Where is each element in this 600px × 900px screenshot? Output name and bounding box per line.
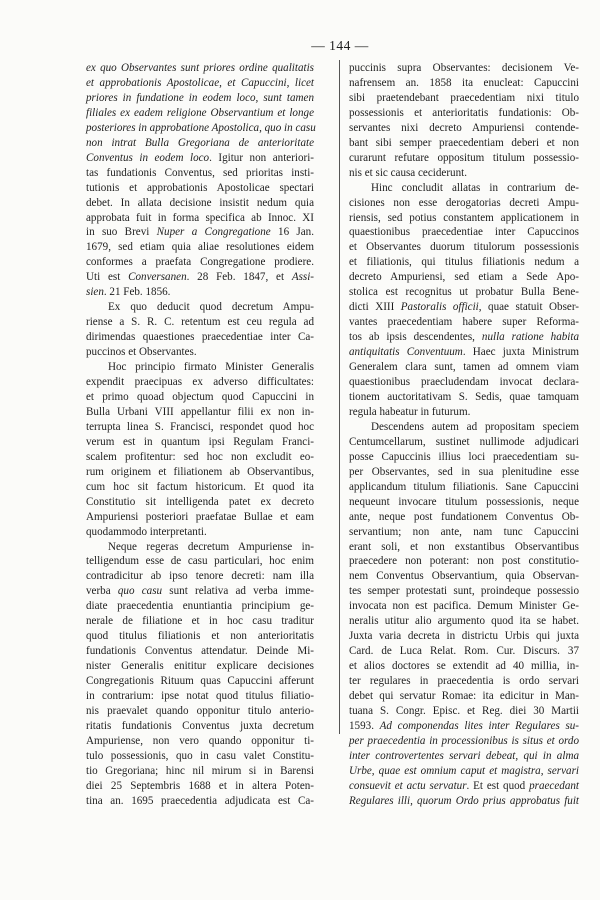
text-line: [349, 704, 579, 719]
text-segment: invocata non est pacifica. Demum Minister Ge-: [349, 600, 579, 613]
italic-text: quo casu: [117, 585, 163, 598]
text-segment: puccinos et Observantes.: [86, 346, 197, 359]
text-segment: cisiones non esse derogatorias decreti Ampu-: [349, 196, 579, 209]
text-segment: Juxta varia decreta in districtu Urbis qui juxta: [349, 630, 579, 643]
italic-text: antiquitatis Conventuum: [349, 346, 463, 359]
text-line: [86, 300, 314, 315]
text-segment: quaestionibus praecedentiae inter Capuccinos: [349, 226, 579, 239]
text-line: [86, 330, 314, 345]
text-segment: in contrarium: ipse notat quod titulus filiatio-: [86, 690, 314, 703]
text-line: [86, 674, 314, 689]
text-segment: quod titulus filiationis et non anterioritatis: [86, 630, 314, 643]
text-segment: Generalem clara sunt, tamen ad omnem viam: [349, 361, 579, 374]
text-line: [349, 794, 579, 809]
text-line: [86, 76, 314, 91]
text-segment: bant sibi semper praecedentiam deberi et non: [349, 136, 579, 149]
text-line: [86, 719, 314, 734]
text-segment: Hinc concludit allatas in contrarium de-: [371, 181, 579, 194]
text-segment: riensis, sed potius constantem applicationem in: [349, 211, 579, 224]
text-segment: tuana S. Congr. Episc. et Reg. diei 30 Martii: [349, 704, 579, 717]
italic-text: Pastoralis officii: [400, 301, 479, 314]
text-segment: nis praevalet quando opponitur titulo anterio-: [86, 704, 314, 717]
text-segment: Ampuriense, non vero quando opponitur ti-: [86, 734, 314, 747]
text-line: [349, 764, 579, 779]
italic-text: nulla ratione habita: [481, 331, 580, 344]
text-line: [349, 599, 579, 614]
italic-text: Ad componendas lites inter Regulares su-: [379, 719, 580, 732]
text-line: [349, 614, 579, 629]
text-segment: verum est in quantum ipsi Regulam Franci-: [86, 435, 314, 448]
text-line: [349, 240, 579, 255]
text-segment: nafrensem an. 1858 ita enucleat: Capuccini: [349, 76, 579, 89]
text-segment: sibi praetendebant praecedentiam nixi titulo: [349, 91, 579, 104]
text-line: [86, 91, 314, 106]
text-segment: erant soli, et non exstantibus Observantibus: [349, 540, 579, 553]
text-segment: vantes praecedentiam habere super Reforma-: [349, 316, 579, 329]
text-line: [86, 779, 314, 794]
text-line: [349, 300, 579, 315]
italic-text: consuevit et actu servatur: [349, 779, 467, 792]
text-segment: stolica est recognitus ut probatur Bulla Bene-: [349, 286, 579, 299]
text-line: [86, 540, 314, 555]
text-line: [86, 525, 314, 540]
text-segment: riense a S. R. C. retentum est ceu regula ad: [86, 316, 314, 329]
text-line: [86, 315, 314, 330]
text-line: [86, 629, 314, 644]
text-segment: Constitutio sit intelligenda patet ex decreto: [86, 495, 314, 508]
text-segment: diate praecedentia enuntiantia principium ge-: [86, 600, 314, 613]
text-line: [349, 584, 579, 599]
text-line: [349, 345, 579, 360]
text-segment: servantes nixi decreto Ampuriensi contende-: [349, 121, 579, 134]
text-line: [349, 121, 579, 136]
text-line: [86, 510, 314, 525]
italic-text: praecedant: [529, 779, 579, 792]
column-divider: [339, 60, 340, 734]
text-segment: Bulla Urbani VIII appellantur filii ex non in-: [86, 405, 314, 418]
text-segment: diei 25 Septembris 1688 et in altera Poten-: [86, 779, 314, 792]
text-line: [349, 465, 579, 480]
text-segment: in suo Brevi: [86, 226, 157, 239]
italic-text: Regulares illi, quorum Ordo prius approbatus fuit: [349, 794, 579, 807]
text-line: [86, 420, 314, 435]
text-segment: ritatis fundationis Conventus juxta decretum: [86, 719, 314, 732]
text-line: [86, 390, 314, 405]
text-line: [349, 196, 579, 211]
text-segment: tina an. 1695 praecedentia adjudicata est Ca-: [86, 794, 314, 807]
text-segment: ante, neque post fundationem Conventus Ob-: [349, 510, 579, 523]
text-segment: possessionis et anterioritatis fundationis: Ob-: [349, 106, 579, 119]
text-segment: tulo possessionis, quo in casu valet Constitu-: [86, 749, 314, 762]
text-segment: et Observantes duorum titulorum possessionis: [349, 241, 579, 254]
text-line: [349, 689, 579, 704]
page-number: — 144 —: [311, 38, 369, 53]
text-line: [349, 569, 579, 584]
text-line: [86, 495, 314, 510]
text-line: [86, 465, 314, 480]
text-line: [349, 435, 579, 450]
text-segment: servantium; non ante, nam tunc Capuccini: [349, 525, 579, 538]
text-segment: Ex quo deducit quod decretum Ampu-: [108, 301, 314, 314]
text-line: [349, 106, 579, 121]
text-line: [86, 345, 314, 360]
text-segment: fundationis Conventus attendatur. Deinde Mi-: [86, 645, 314, 658]
text-line: [349, 270, 579, 285]
italic-text: Conversanen: [128, 271, 187, 284]
text-line: [86, 794, 314, 809]
text-segment: expendit praecipuas ex adverso difficultates:: [86, 376, 314, 389]
text-line: [349, 554, 579, 569]
text-segment: tos ab ipsis descendentes,: [349, 331, 482, 344]
italic-text: posteriores in approbatione Apostolica, quo in casu: [86, 121, 316, 134]
text-line: [349, 480, 579, 495]
text-segment: Card. de Luca Relat. Rom. Cur. Discurs. 37: [349, 645, 579, 658]
text-segment: terrupta linea S. Francisci, respondet quod hoc: [86, 420, 314, 433]
text-segment: Descendens autem ad propositam speciem: [371, 420, 579, 433]
text-segment: tutionis et approbationis Apostolicae spectari: [86, 181, 314, 194]
text-line: [86, 225, 314, 240]
text-line: [86, 375, 314, 390]
text-segment: Congregationis Rituum quas Capuccini afferunt: [86, 675, 314, 688]
text-line: [86, 166, 314, 181]
text-segment: Centumcellarum, sustinet nullimode adjudicari: [349, 435, 579, 448]
text-segment: 1679, sed etiam quia aliae resolutiones eidem: [86, 241, 314, 254]
text-segment: regula habeatur in futurum.: [349, 405, 471, 418]
text-line: [349, 315, 579, 330]
text-line: [349, 719, 579, 734]
text-segment: et alios doctores se extendit ad 40 millia, in-: [349, 660, 579, 673]
text-line: [349, 255, 579, 270]
text-line: [86, 599, 314, 614]
italic-text: priores in fundatione in eodem loco, sunt tamen: [86, 91, 314, 104]
text-line: [349, 674, 579, 689]
text-line: [86, 749, 314, 764]
text-segment: per Observantes, sed in sua plenitudine esse: [349, 465, 579, 478]
text-segment: 16 Jan.: [270, 226, 314, 239]
text-line: [349, 540, 579, 555]
italic-text: sien: [86, 286, 104, 299]
text-segment: dirimendas quaestiones praecedentiae inter Ca-: [86, 331, 314, 344]
text-segment: ter regulares in praecedentia is ordo servari: [349, 675, 579, 688]
right-column: [349, 61, 579, 809]
text-line: [349, 181, 579, 196]
text-segment: applicandum titulum filiationis. Sane Capuccini: [349, 480, 579, 493]
text-segment: praecedere non poterant: non post constitutio-: [349, 555, 579, 568]
text-segment: Uti est: [86, 271, 129, 284]
text-line: [86, 435, 314, 450]
text-segment: quaestionibus praecludendam invocat declara-: [349, 376, 579, 389]
text-segment: scalem profitentur: sed hoc non excludit eo-: [86, 450, 314, 463]
text-line: [86, 689, 314, 704]
text-line: [86, 734, 314, 749]
text-line: [86, 764, 314, 779]
text-line: [349, 151, 579, 166]
italic-text: filiales ex eadem religione Observantium et longe: [86, 106, 314, 119]
text-line: [86, 659, 314, 674]
text-line: [86, 106, 314, 121]
text-segment: nister Generalis enititur explicare decisiones: [86, 660, 314, 673]
text-segment: conformes a praefata Congregatione prodiere.: [86, 256, 314, 269]
text-line: [86, 405, 314, 420]
text-segment: Neque regeras decretum Ampuriense in-: [108, 540, 314, 553]
text-line: [86, 121, 314, 136]
text-line: [349, 225, 579, 240]
text-segment: et filiationis, qui titulus filiationis nedum a: [349, 256, 579, 269]
text-line: [86, 211, 314, 226]
text-line: [349, 450, 579, 465]
text-line: [349, 211, 579, 226]
text-line: [349, 390, 579, 405]
text-line: [349, 749, 579, 764]
text-segment: tionem auctoritativam S. Sedis, quae tamquam: [349, 390, 579, 403]
text-segment: contradicitur ab ipso tenore decreti: nam illa: [86, 570, 314, 583]
text-line: [86, 569, 314, 584]
text-segment: sunt relativa ad verba imme-: [162, 585, 314, 598]
text-segment: . Et est quod: [466, 779, 530, 792]
text-line: [86, 270, 314, 285]
text-line: [86, 196, 314, 211]
text-line: [86, 584, 314, 599]
text-segment: . Haec juxta Ministrum: [462, 346, 579, 359]
text-segment: nem Conventus Observantium, quia Observan-: [349, 570, 579, 583]
text-line: [86, 255, 314, 270]
text-segment: . 28 Feb. 1847, et: [186, 271, 292, 284]
text-segment: debet qui servatur Romae: ita edicitur in Man-: [349, 690, 579, 703]
text-line: [86, 61, 314, 76]
text-segment: et primo quoad objectum quod Capuccini in: [86, 390, 314, 403]
text-segment: curarunt refutare oppositum titulum possessio-: [349, 151, 579, 164]
text-line: [86, 240, 314, 255]
text-segment: approbata fuit in forma specifica ab Innoc. XI: [86, 211, 314, 224]
text-line: [349, 91, 579, 106]
italic-text: Assi-: [291, 271, 314, 284]
text-line: [349, 61, 579, 76]
text-segment: verba: [86, 585, 118, 598]
text-segment: neralis utitur alio argumento quod ita se habet.: [349, 615, 579, 628]
italic-text: Nuper a Congregatione: [156, 226, 271, 239]
text-segment: Hoc principio firmato Minister Generalis: [108, 361, 314, 374]
text-line: [349, 525, 579, 540]
text-line: [349, 136, 579, 151]
text-segment: debet. In allata decisione insistit nedum quia: [86, 196, 314, 209]
text-line: [349, 644, 579, 659]
text-segment: tes semper protestati sunt, proindeque possessio: [349, 585, 579, 598]
text-line: [349, 495, 579, 510]
text-line: [349, 405, 579, 420]
italic-text: non intrat Bulla Gregoriana de anterioritate: [86, 136, 314, 149]
text-line: [86, 450, 314, 465]
text-line: [86, 644, 314, 659]
text-segment: decreto Ampuriensi, sed etiam a Sede Apo-: [349, 271, 579, 284]
text-line: [86, 181, 314, 196]
text-segment: nerale de filiatione et in hoc casu traditur: [86, 615, 314, 628]
text-segment: , quae statuit Obser-: [478, 301, 580, 314]
italic-text: Conventus in eodem loco: [86, 151, 210, 164]
text-segment: . 21 Feb. 1856.: [103, 286, 171, 299]
text-line: [349, 166, 579, 181]
text-segment: cum hoc sit factum historicum. Et quod ita: [86, 480, 314, 493]
text-segment: telligendum esse de casu particulari, hoc enim: [86, 555, 314, 568]
text-segment: puccinis supra Observantes: decisionem Ve-: [349, 62, 579, 74]
text-line: [86, 480, 314, 495]
italic-text: per praecedentia in processionibus is situs et ordo: [349, 734, 579, 747]
text-segment: posse Capuccinis illius loci praecedentiam su-: [349, 450, 579, 463]
text-segment: nis et sic causa ceciderunt.: [349, 166, 467, 179]
text-line: [86, 136, 314, 151]
text-segment: tas fundationis Conventus, sed prioritas insti-: [86, 166, 314, 179]
text-line: [86, 614, 314, 629]
text-line: [86, 151, 314, 166]
italic-text: inter controvertentes servari debeat, qui in alma: [349, 749, 579, 762]
text-line: [349, 285, 579, 300]
text-line: [349, 629, 579, 644]
text-line: [349, 734, 579, 749]
text-line: [86, 554, 314, 569]
text-segment: quodammodo interpretanti.: [86, 525, 207, 538]
text-line: [349, 659, 579, 674]
text-line: [86, 285, 314, 300]
left-column: [86, 61, 314, 809]
text-line: [349, 375, 579, 390]
text-line: [349, 360, 579, 375]
text-segment: nequeunt invocare titulum possessionis, neque: [349, 495, 579, 508]
italic-text: Urbe, quae est omnium caput et magistra, servari: [349, 764, 579, 777]
text-line: [349, 330, 579, 345]
text-segment: rum originem et filiationem ab Observantibus,: [86, 465, 314, 478]
text-line: [86, 704, 314, 719]
text-segment: dicti XIII: [349, 301, 401, 314]
italic-text: et approbationis Apostolicae, et Capuccini, licet: [86, 76, 314, 89]
text-line: [86, 360, 314, 375]
text-line: [349, 779, 579, 794]
text-line: [349, 420, 579, 435]
text-segment: 1593.: [349, 719, 380, 732]
text-segment: . Igitur non anteriori-: [209, 151, 314, 164]
text-line: [349, 76, 579, 91]
text-segment: Ampuriensi posteriori praefatae Bullae et eam: [86, 510, 314, 523]
text-line: [349, 510, 579, 525]
italic-text: ex quo Observantes sunt priores ordine qualitatis: [86, 62, 314, 74]
text-segment: tio Gregoriana; hinc nil mirum si in Barensi: [86, 764, 314, 777]
